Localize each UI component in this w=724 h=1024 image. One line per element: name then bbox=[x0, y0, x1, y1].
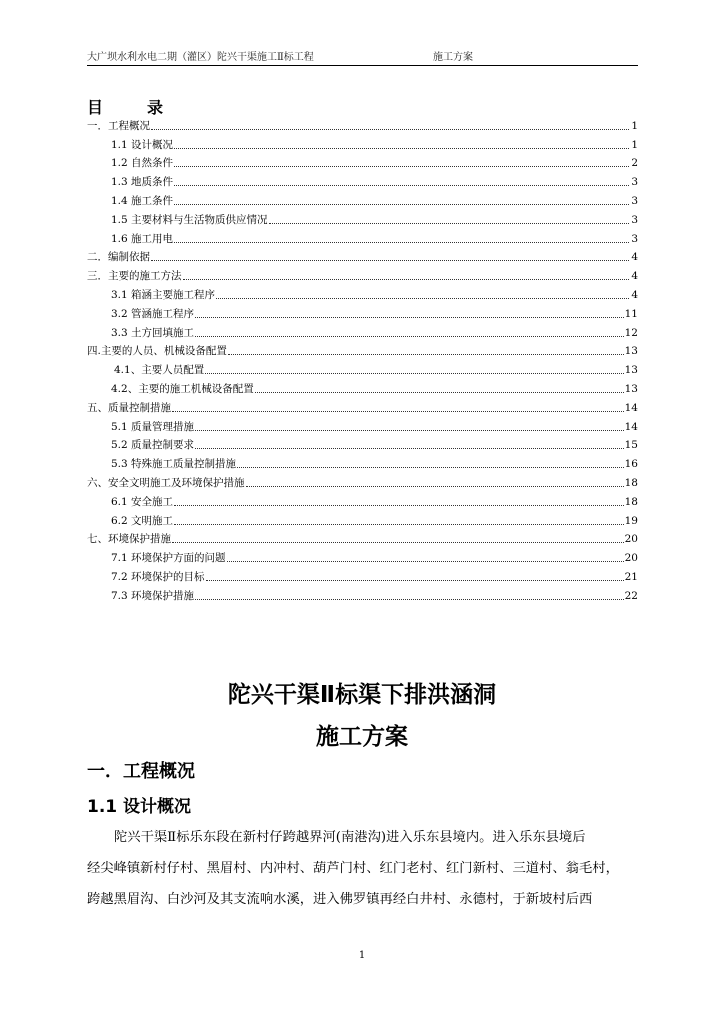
toc-entry[interactable] bbox=[87, 584, 638, 603]
toc-entry[interactable] bbox=[87, 471, 638, 490]
toc-leader-dots bbox=[255, 382, 624, 393]
toc-leader-dots bbox=[228, 344, 624, 355]
toc-leader-dots bbox=[205, 363, 623, 374]
toc-leader-dots bbox=[227, 551, 624, 562]
toc-entry-page: 3 bbox=[631, 194, 638, 207]
toc-entry-page: 21 bbox=[624, 570, 638, 583]
toc-entry[interactable] bbox=[87, 509, 638, 528]
toc-entry-page: 13 bbox=[624, 364, 638, 377]
toc-entry-label: 三．主要的施工方法 bbox=[87, 270, 182, 283]
toc-leader-dots bbox=[174, 514, 624, 525]
toc-entry-page: 16 bbox=[624, 458, 638, 471]
toc-entry-label: 一．工程概况 bbox=[87, 119, 150, 132]
toc-entry-label: 7.1 环境保护方面的问题 bbox=[111, 552, 226, 565]
document-title: 陀兴干渠Ⅱ标渠下排洪涵洞 bbox=[227, 682, 497, 708]
toc-entry-page: 20 bbox=[624, 552, 638, 565]
toc-leader-dots bbox=[195, 326, 624, 337]
toc-entry-label: 二．编制依据 bbox=[87, 251, 150, 264]
toc-entry[interactable] bbox=[87, 264, 638, 283]
toc-entry-label: 1.3 地质条件 bbox=[111, 176, 174, 189]
toc-entry-label: 7.3 环境保护措施 bbox=[111, 589, 195, 602]
toc-entry[interactable] bbox=[87, 546, 638, 565]
toc-entry-label: 五、质量控制措施 bbox=[87, 401, 171, 414]
toc-entry[interactable] bbox=[87, 434, 638, 453]
toc-leader-dots bbox=[174, 194, 629, 205]
toc-entry[interactable] bbox=[87, 189, 638, 208]
toc-entry-label: 四.主要的人员、机械设备配置 bbox=[87, 345, 227, 358]
toc-entry[interactable] bbox=[87, 452, 638, 471]
toc-leader-dots bbox=[174, 232, 629, 243]
toc-entry[interactable] bbox=[87, 490, 638, 509]
toc-leader-dots bbox=[172, 401, 624, 412]
toc-entry-page: 2 bbox=[631, 157, 638, 170]
toc-entry-label: 5.3 特殊施工质量控制措施 bbox=[111, 458, 237, 471]
toc-entry-page: 3 bbox=[631, 232, 638, 245]
paragraph-line: 经尖峰镇新村仔村、黑眉村、内冲村、葫芦门村、红门老村、红门新村、三道村、翁毛村， bbox=[87, 861, 619, 876]
section-heading: 一．工程概况 bbox=[87, 761, 195, 782]
toc-leader-dots bbox=[174, 495, 624, 506]
toc-entry-label: 4.2、主要的施工机械设备配置 bbox=[111, 382, 254, 395]
toc-entry[interactable] bbox=[87, 340, 638, 359]
toc-entry-page: 14 bbox=[624, 420, 638, 433]
header-rule bbox=[87, 65, 638, 66]
toc-leader-dots bbox=[237, 457, 624, 468]
toc-entry-page: 12 bbox=[624, 326, 638, 339]
header-doc-type: 施工方案 bbox=[433, 52, 473, 63]
toc-entry-page: 19 bbox=[624, 514, 638, 527]
toc-leader-dots bbox=[174, 175, 629, 186]
toc-entry[interactable] bbox=[87, 358, 638, 377]
header-project-title: 大广坝水利水电二期（灌区）陀兴干渠施工Ⅱ标工程 bbox=[87, 52, 314, 63]
toc-leader-dots bbox=[174, 156, 629, 167]
table-of-contents bbox=[87, 114, 638, 603]
toc-entry-page: 4 bbox=[631, 288, 638, 301]
toc-leader-dots bbox=[269, 213, 629, 224]
toc-entry-label: 5.1 质量管理措施 bbox=[111, 420, 195, 433]
toc-entry-label: 1.4 施工条件 bbox=[111, 194, 174, 207]
toc-entry[interactable] bbox=[87, 415, 638, 434]
page-header bbox=[87, 51, 637, 65]
toc-entry-label: 1.2 自然条件 bbox=[111, 157, 174, 170]
toc-entry[interactable] bbox=[87, 208, 638, 227]
paragraph-line: 跨越黑眉沟、白沙河及其支流响水溪，进入佛罗镇再经白井村、永德村，于新坡村后西 bbox=[87, 892, 593, 907]
toc-leader-dots bbox=[195, 589, 624, 600]
page-number: 1 bbox=[358, 950, 366, 961]
toc-leader-dots bbox=[172, 532, 624, 543]
toc-leader-dots bbox=[246, 476, 624, 487]
toc-leader-dots bbox=[216, 288, 629, 299]
toc-entry[interactable] bbox=[87, 227, 638, 246]
toc-entry-label: 3.1 箱涵主要施工程序 bbox=[111, 288, 216, 301]
toc-entry-label: 6.2 文明施工 bbox=[111, 514, 174, 527]
toc-leader-dots bbox=[174, 138, 629, 149]
toc-leader-dots bbox=[195, 307, 624, 318]
toc-leader-dots bbox=[195, 420, 624, 431]
toc-entry-page: 3 bbox=[631, 213, 638, 226]
toc-leader-dots bbox=[151, 119, 629, 130]
toc-entry[interactable] bbox=[87, 377, 638, 396]
toc-entry-page: 18 bbox=[624, 495, 638, 508]
toc-entry[interactable] bbox=[87, 114, 638, 133]
toc-leader-dots bbox=[206, 570, 624, 581]
subsection-heading: 1.1 设计概况 bbox=[87, 797, 192, 817]
toc-entry-label: 4.1、主要人员配置 bbox=[114, 364, 205, 377]
toc-entry-page: 13 bbox=[624, 382, 638, 395]
toc-entry[interactable] bbox=[87, 283, 638, 302]
toc-leader-dots bbox=[183, 269, 630, 280]
toc-entry[interactable] bbox=[87, 565, 638, 584]
toc-entry[interactable] bbox=[87, 396, 638, 415]
toc-entry[interactable] bbox=[87, 246, 638, 265]
toc-entry[interactable] bbox=[87, 133, 638, 152]
toc-entry-page: 18 bbox=[624, 476, 638, 489]
toc-title: 目 录 bbox=[87, 98, 178, 117]
toc-entry[interactable] bbox=[87, 152, 638, 171]
toc-entry[interactable] bbox=[87, 321, 638, 340]
toc-entry-page: 1 bbox=[631, 119, 638, 132]
toc-entry-label: 3.2 管涵施工程序 bbox=[111, 307, 195, 320]
toc-leader-dots bbox=[195, 438, 624, 449]
toc-entry-label: 1.5 主要材料与生活物质供应情况 bbox=[111, 213, 268, 226]
toc-entry-label: 5.2 质量控制要求 bbox=[111, 439, 195, 452]
toc-entry-label: 7.2 环境保护的目标 bbox=[111, 570, 205, 583]
toc-entry-page: 13 bbox=[624, 345, 638, 358]
toc-entry[interactable] bbox=[87, 170, 638, 189]
toc-entry-label: 6.1 安全施工 bbox=[111, 495, 174, 508]
toc-entry-page: 14 bbox=[624, 401, 638, 414]
toc-entry-page: 11 bbox=[624, 307, 638, 320]
document-subtitle: 施工方案 bbox=[316, 724, 408, 750]
toc-entry-page: 15 bbox=[624, 439, 638, 452]
toc-entry-label: 1.1 设计概况 bbox=[111, 138, 174, 151]
toc-entry-page: 1 bbox=[631, 138, 638, 151]
toc-entry-page: 4 bbox=[631, 270, 638, 283]
toc-entry-label: 3.3 土方回填施工 bbox=[111, 326, 195, 339]
toc-entry-page: 4 bbox=[631, 251, 638, 264]
toc-entry-page: 20 bbox=[624, 533, 638, 546]
toc-entry[interactable] bbox=[87, 528, 638, 547]
toc-entry[interactable] bbox=[87, 302, 638, 321]
paragraph-line: 陀兴干渠Ⅱ标乐东段在新村仔跨越界河(南港沟)进入乐东县境内。进入乐东县境后 bbox=[114, 830, 586, 845]
toc-leader-dots bbox=[151, 250, 629, 261]
body-paragraph bbox=[87, 822, 639, 915]
toc-entry-page: 3 bbox=[631, 176, 638, 189]
toc-entry-label: 1.6 施工用电 bbox=[111, 232, 174, 245]
toc-entry-label: 七、环境保护措施 bbox=[87, 533, 171, 546]
toc-entry-page: 22 bbox=[624, 589, 638, 602]
toc-entry-label: 六、安全文明施工及环境保护措施 bbox=[87, 476, 245, 489]
